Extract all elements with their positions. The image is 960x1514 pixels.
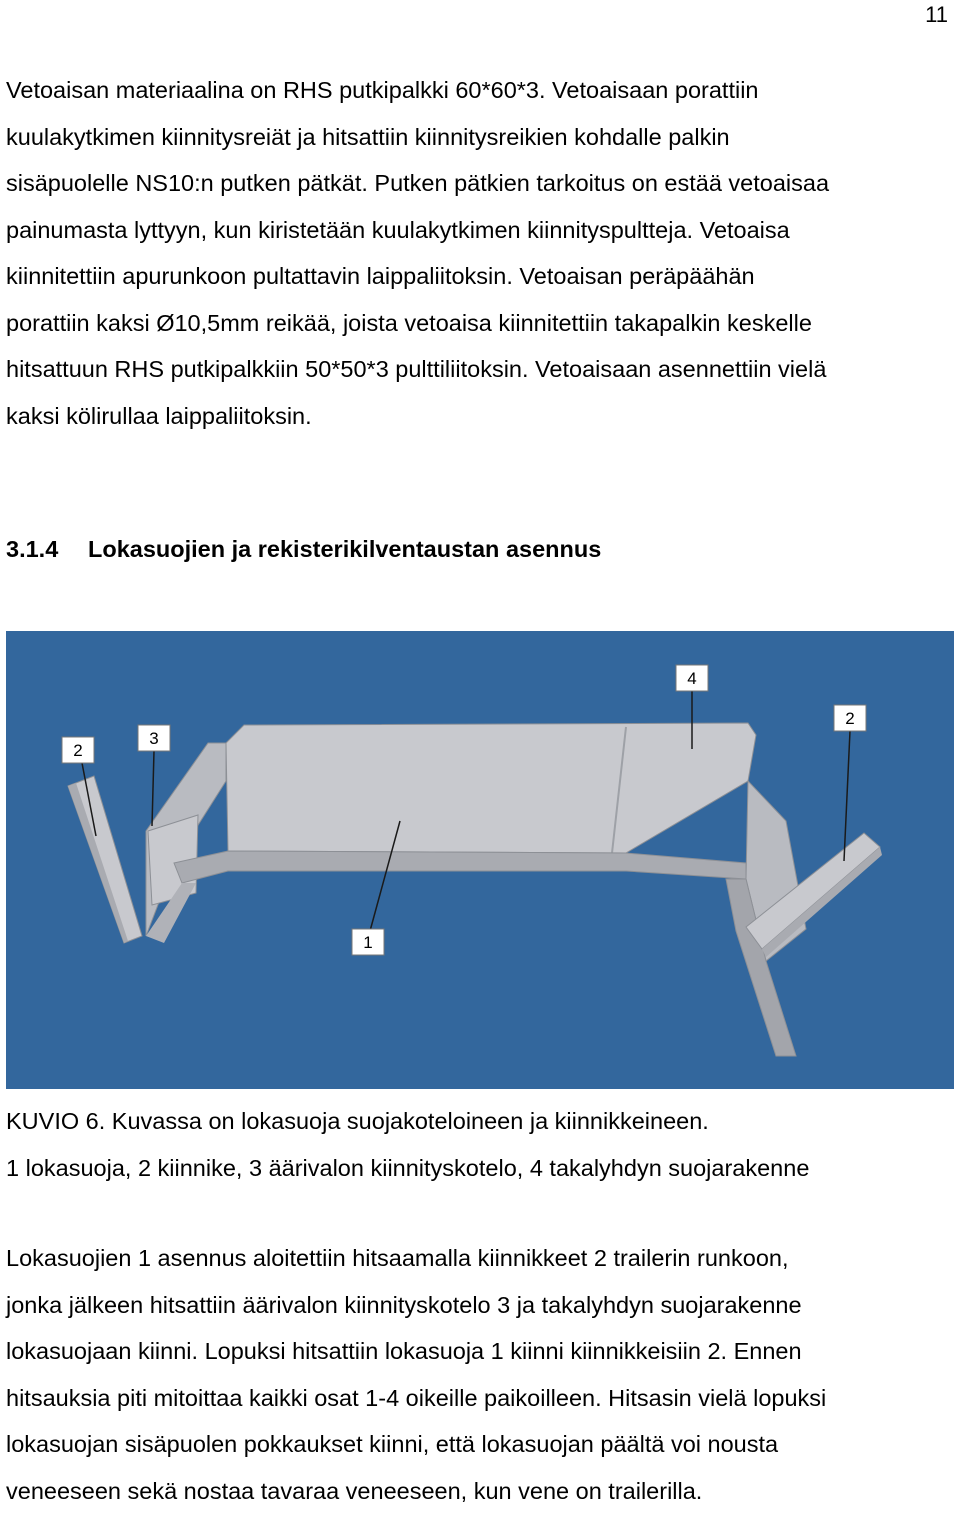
text-line: sisäpuolelle NS10:n putken pätkät. Putken pätkien tarkoitus on estää vetoaisaa xyxy=(6,160,954,207)
text-line: porattiin kaksi Ø10,5mm reikää, joista vetoaisa kiinnitettiin takapalkin keskelle xyxy=(6,300,954,347)
section-heading xyxy=(6,536,601,563)
text-line: kuulakytkimen kiinnitysreiät ja hitsattiin kiinnitysreikien kohdalle palkin xyxy=(6,114,954,161)
callout-4 xyxy=(676,665,708,691)
text-line: hitsattuun RHS putkipalkkiin 50*50*3 pulttiliitoksin. Vetoaisaan asennettiin vielä xyxy=(6,346,954,393)
section-number: 3.1.4 xyxy=(6,536,88,563)
leader-line xyxy=(152,751,154,826)
caption-legend: 1 lokasuoja, 2 kiinnike, 3 äärivalon kiinnityskotelo, 4 takalyhdyn suojarakenne xyxy=(6,1145,809,1192)
callout-2-right xyxy=(834,705,866,731)
callout-label: 3 xyxy=(149,729,158,748)
text-line: Lokasuojien 1 asennus aloitettiin hitsaamalla kiinnikkeet 2 trailerin runkoon, xyxy=(6,1235,954,1282)
callout-label: 1 xyxy=(363,933,372,952)
text-line: veneeseen sekä nostaa tavaraa veneeseen, kun vene on trailerilla. xyxy=(6,1468,954,1514)
page-number: 11 xyxy=(925,2,948,28)
text-line: kaksi kölirullaa laippaliitoksin. xyxy=(6,393,954,440)
callout-3 xyxy=(138,725,170,751)
callout-label: 4 xyxy=(687,669,696,688)
text-line: Vetoaisan materiaalina on RHS putkipalkki 60*60*3. Vetoaisaan porattiin xyxy=(6,67,954,114)
section-title: Lokasuojien ja rekisterikilventaustan asennus xyxy=(88,536,601,562)
text-line: lokasuojan sisäpuolen pokkaukset kiinni, että lokasuojan päältä voi nousta xyxy=(6,1421,954,1468)
callout-2-left xyxy=(62,737,94,763)
figure-caption xyxy=(6,1098,809,1191)
callout-label: 2 xyxy=(845,709,854,728)
text-line: lokasuojaan kiinni. Lopuksi hitsattiin lokasuoja 1 kiinni kiinnikkeisiin 2. Ennen xyxy=(6,1328,954,1375)
leader-line xyxy=(844,731,850,861)
text-line: painumasta lyttyyn, kun kiristetään kuulakytkimen kiinnityspultteja. Vetoaisa xyxy=(6,207,954,254)
text-line: hitsauksia piti mitoittaa kaikki osat 1-4 oikeille paikoilleen. Hitsasin vielä lopuksi xyxy=(6,1375,954,1422)
text-line: jonka jälkeen hitsattiin äärivalon kiinnityskotelo 3 ja takalyhdyn suojarakenne xyxy=(6,1282,954,1329)
body-paragraph xyxy=(6,1235,954,1514)
fender-top-surface xyxy=(226,723,756,853)
fender-figure xyxy=(6,631,954,1089)
intro-paragraph xyxy=(6,67,954,439)
callout-label: 2 xyxy=(73,741,82,760)
caption-title: KUVIO 6. Kuvassa on lokasuoja suojakoteloineen ja kiinnikkeineen. xyxy=(6,1098,809,1145)
callout-1 xyxy=(352,929,384,955)
fender-drawing xyxy=(6,631,954,1089)
text-line: kiinnitettiin apurunkoon pultattavin laippaliitoksin. Vetoaisan peräpäähän xyxy=(6,253,954,300)
fender-front-lip xyxy=(174,851,746,883)
